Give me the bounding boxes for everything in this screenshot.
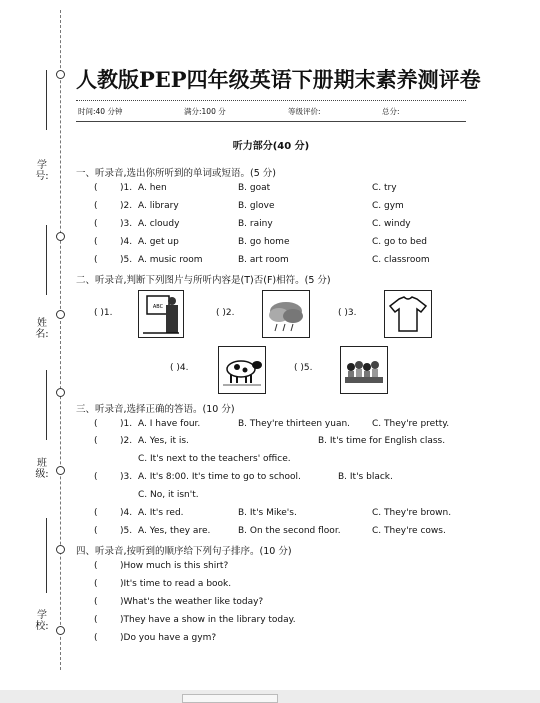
option-c[interactable]: C. It's next to the teachers' office. [138,454,291,464]
option-c[interactable]: C. They're pretty. [372,419,450,429]
title-divider [76,100,466,101]
option-b[interactable]: B. It's black. [338,472,393,482]
binding-hole [56,388,65,397]
option-c[interactable]: C. They're brown. [372,508,452,518]
picture-item-2-label[interactable]: ( )2. [216,308,235,318]
option-b[interactable]: B. It's time for English class. [318,436,446,446]
binding-hole [56,232,65,241]
time-limit: 时间:40 分钟 [78,107,123,116]
section-1-heading: 一、听录音,选出你所听到的单词或短语。(5 分) [76,168,276,179]
cloud-icon [263,291,309,337]
sentence-text: )Do you have a gym? [120,633,217,643]
cow-picture [218,346,266,394]
class-line[interactable] [46,370,47,440]
full-score: 满分:100 分 [184,107,226,116]
option-b[interactable]: B. They're thirteen yuan. [238,419,351,429]
option-a[interactable]: A. It's 8:00. It's time to go to school. [138,472,301,482]
option-b[interactable]: B. goat [238,183,271,193]
exam-paper: 学 号: 姓 名: 班 级: 学 校: 人教版PEP四年级英语下册期末素养测评卷 时间:40 分钟 满分:100 分 等级评价: 总分: 听力部分(40 分) 一、听录音,选出你所听到的单词或短语。(5 分) ( )1. A. hen B. goat C. try ( )2. A. library B. glove C. gym ( )3. A. cloudy B. rainy C. windy ( )4. A. get up B. go home C. go to bed ( )5. A. music room B. art room C. classroom 二、听录音,判断下列图片与所听内容是(T)否(F)相符。(5 分) ( )1. ABC ( )2. ( )3. ( )4. ( )5. 三、听录音,选择正确的答语。(10 分) ( )1. A. I have four. B. They're thirteen yuan. C. They're pretty. ( )2. A. Yes, it is. B. It's time for English class. C. It's next to the teachers' office. ( )3. A. It's 8:00. It's time to go to school. B. It's black. C. No, it isn't. ( )4. A. It's red. B. It's Mike's. C. They're brown. ( )5. A. Yes, they are. B. On the second floor. C. They're cows. 四、听录音,按听到的顺序给下列句子排序。(10 分) ( )How much is this shirt? ( )It's time to read a book. ( )What's the weather like today? ( )They have a show in the library today. ( )Do you have a gym? [0,0,540,690]
option-a[interactable]: A. It's red. [138,508,184,518]
option-c[interactable]: C. No, it isn't. [138,490,199,500]
option-c[interactable]: C. go to bed [372,237,427,247]
option-a[interactable]: A. I have four. [138,419,201,429]
picture-item-1-label[interactable]: ( )1. [94,308,113,318]
total-score: 总分: [382,107,400,116]
picture-item-3-label[interactable]: ( )3. [338,308,357,318]
section-2-heading: 二、听录音,判断下列图片与所听内容是(T)否(F)相符。(5 分) [76,275,331,286]
option-a[interactable]: A. cloudy [138,219,180,229]
sentence-text: )How much is this shirt? [120,561,229,571]
option-c[interactable]: C. windy [372,219,411,229]
option-b[interactable]: B. rainy [238,219,273,229]
classroom-board-icon [139,291,183,337]
crowd-picture [340,346,388,394]
option-a[interactable]: A. Yes, it is. [138,436,189,446]
class-label: 班 级: [35,458,49,480]
option-b[interactable]: B. go home [238,237,290,247]
binding-hole [56,466,65,475]
student-name-label: 姓 名: [35,318,49,340]
school-line[interactable] [46,518,47,593]
option-a[interactable]: A. get up [138,237,179,247]
option-c[interactable]: C. try [372,183,397,193]
option-c[interactable]: C. gym [372,201,404,211]
option-b[interactable]: B. glove [238,201,275,211]
option-b[interactable]: B. On the second floor. [238,526,341,536]
option-a[interactable]: A. Yes, they are. [138,526,211,536]
option-b[interactable]: B. art room [238,255,289,265]
crowd-icon [341,347,387,393]
option-a[interactable]: A. music room [138,255,203,265]
classroom-board-picture [138,290,184,338]
student-number-line[interactable] [46,70,47,130]
meta-divider [76,121,466,122]
option-c[interactable]: C. classroom [372,255,430,265]
student-name-line[interactable] [46,225,47,295]
option-c[interactable]: C. They're cows. [372,526,446,536]
option-a[interactable]: A. library [138,201,179,211]
binding-line [60,10,61,670]
student-number-label: 学 号: [35,160,49,182]
page-navigation-bar[interactable] [182,694,278,703]
section-4-heading: 四、听录音,按听到的顺序给下列句子排序。(10 分) [76,546,292,557]
sentence-text: )They have a show in the library today. [120,615,296,625]
option-a[interactable]: A. hen [138,183,167,193]
picture-item-4-label[interactable]: ( )4. [170,363,189,373]
page-title: 人教版PEP四年级英语下册期末素养测评卷 [76,67,481,92]
weather-cloud-picture [262,290,310,338]
section-3-heading: 三、听录音,选择正确的答语。(10 分) [76,404,235,415]
board-text: ABC [152,304,164,310]
picture-item-5-label[interactable]: ( )5. [294,363,313,373]
school-label: 学 校: [35,610,49,632]
listening-part-heading: 听力部分(40 分) [232,141,310,152]
binding-hole [56,70,65,79]
option-b[interactable]: B. It's Mike's. [238,508,297,518]
sentence-text: )What's the weather like today? [120,597,264,607]
tshirt-picture [384,290,432,338]
binding-hole [56,310,65,319]
cow-icon [219,347,265,393]
sentence-text: )It's time to read a book. [120,579,232,589]
tshirt-icon [385,291,431,337]
binding-hole [56,626,65,635]
binding-hole [56,545,65,554]
grade-evaluation: 等级评价: [288,107,321,116]
